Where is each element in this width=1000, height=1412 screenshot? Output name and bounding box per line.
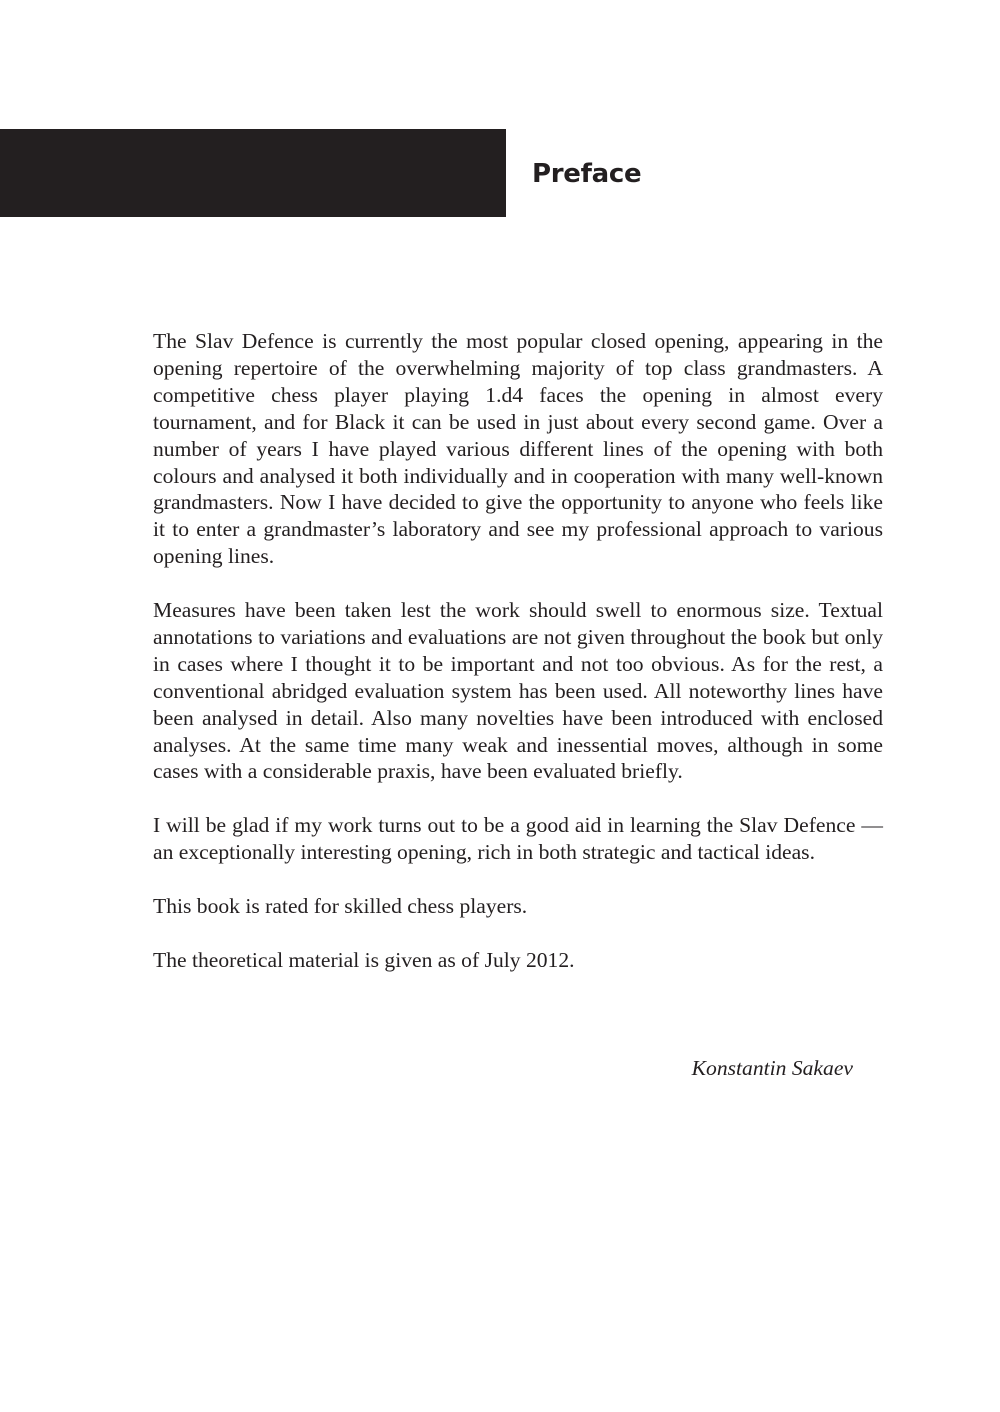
paragraph-4: This book is rated for skilled chess players. [153, 893, 528, 918]
paragraph-5: The theoretical material is given as of July 2012. [153, 947, 575, 972]
page-title: Preface [532, 159, 642, 189]
paragraph-1: The Slav Defence is currently the most popular closed opening, appearing in the opening repertoire of the overwhelming majority of top class grandmasters. A competitive chess player playing 1.d4 faces the opening in almost every tournament, and for Black it can be used in just about every second game. Over a number of years I have played various different lines of the opening with both colours and analysed it both individually and in cooperation with many well-known grandmasters. Now I have decided to give the opportunity to anyone who feels like it to enter a grandmaster’s laboratory and see my professional approach to various opening lines. [153, 329, 883, 569]
paragraph-2: Measures have been taken lest the work should swell to enormous size. Textual annotations to variations and evaluations are not given throughout the book but only in cases where I thought it to be important and not too obvious. As for the rest, a conventional abridged evaluation system has been used. All noteworthy lines have been analysed in detail. Also many novelties have been introduced with enclosed analyses. At the same time many weak and inessential moves, although in some cases with a considerable praxis, have been evaluated briefly. [153, 598, 883, 784]
preface-body [153, 328, 883, 1001]
paragraph-3: I will be glad if my work turns out to be a good aid in learning the Slav Defence — an exceptionally interesting opening, rich in both strategic and tactical ideas. [153, 813, 883, 865]
author-signature: Konstantin Sakaev [691, 1056, 853, 1080]
chapter-header-bar [0, 129, 506, 217]
